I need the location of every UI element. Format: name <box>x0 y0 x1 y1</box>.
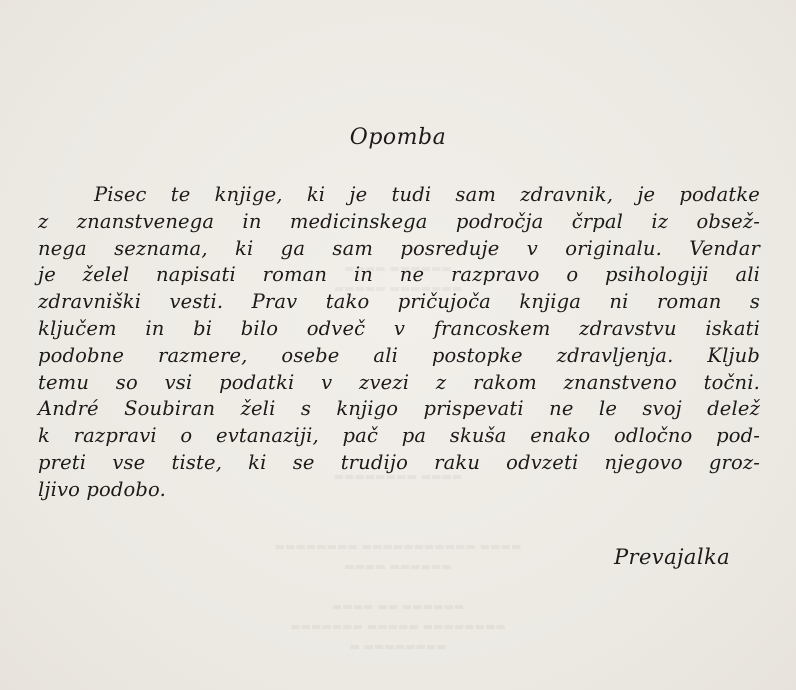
note-line: André Soubiran želi s knjigo prispevati ne le svoj delež <box>38 397 760 421</box>
note-title: Opomba <box>349 125 447 150</box>
note-line: je želel napisati roman in ne razpravo o psihologiji ali <box>38 263 760 287</box>
bleed-through-text <box>0 620 796 634</box>
note-line: z znanstvenega in medicinskega področja črpal iz obsež- <box>38 209 760 233</box>
note-line: podobne razmere, osebe ali postopke zdravljenja. Kljub <box>38 343 760 367</box>
note-line: k razpravi o evtanaziji, pač pa skuša enako odločno pod- <box>38 424 760 448</box>
bleed-through-text <box>0 600 796 614</box>
note-line: nega seznama, ki ga sam posreduje v originalu. Vendar <box>38 236 760 260</box>
note-line: Pisec te knjige, ki je tudi sam zdravnik, je podatke <box>94 183 760 206</box>
note-line: zdravniški vesti. Prav tako pričujoča knjiga ni roman s <box>38 290 760 314</box>
note-line: preti vse tiste, ki se trudijo raku odvzeti njegovo groz- <box>38 450 760 474</box>
note-line: ključem in bi bilo odveč v francoskem zdravstvu iskati <box>38 316 760 340</box>
signature: Prevajalka <box>614 545 730 569</box>
note-body <box>38 182 760 504</box>
note-line: ljivo podobo. <box>38 477 166 501</box>
bleed-through-text <box>0 640 796 654</box>
note-line: temu so vsi podatki v zvezi z rakom znanstveno točni. <box>38 370 760 394</box>
